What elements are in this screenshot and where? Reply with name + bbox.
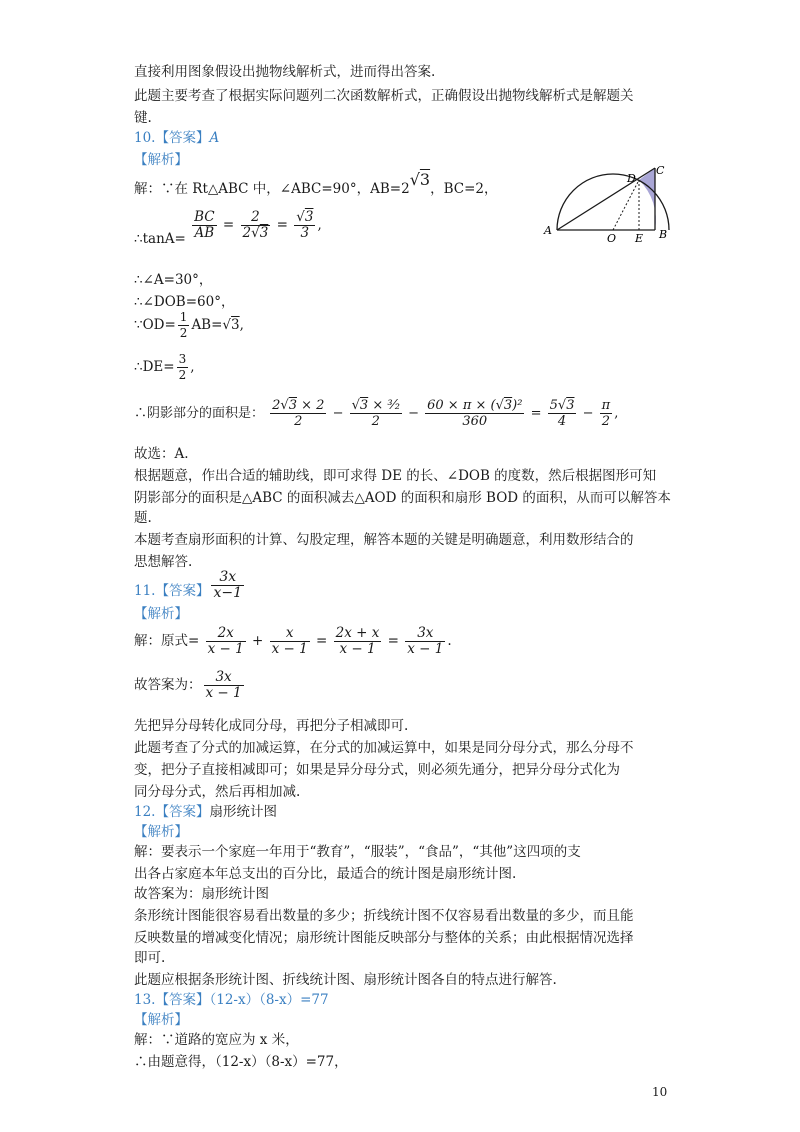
label-a: A <box>544 224 552 237</box>
q10-od: ∵OD= $\frac{1}{2}$ AB=√3, <box>134 310 244 340</box>
text-line: 解：∵道路的宽应为 x 米， <box>134 1032 299 1048</box>
text-line: 根据题意，作出合适的辅助线，即可求得 DE 的长、∠DOB 的度数，然后根据图形可知 <box>134 468 657 484</box>
answer-value: 扇形统计图 <box>209 804 277 820</box>
text-line: 此题应根据条形统计图、折线统计图、扇形统计图各自的特点进行解答. <box>134 972 557 988</box>
text-line: 变，把分子直接相减即可；如果是异分母分式，则必须先通分，把异分母分式化为 <box>134 762 620 778</box>
text-line: 题. <box>134 510 152 526</box>
q10-angle-a: ∴∠A=30°， <box>134 272 213 288</box>
page-number: 10 <box>652 1085 668 1099</box>
q12-answer-line <box>134 802 277 822</box>
text-line: 直接利用图象假设出抛物线解析式，进而得出答案. <box>134 64 436 80</box>
q10-step1: 解：∵在 Rt△ABC 中，∠ABC=90°，AB=2√3，BC=2， <box>134 170 498 197</box>
text-line: 同分母分式，然后再相加减. <box>134 784 301 800</box>
question-number: 10. <box>134 130 156 146</box>
text-line: 反映数量的增减变化情况；扇形统计图能反映部分与整体的关系；由此根据情况选择 <box>134 930 634 946</box>
text-line: 出各占家庭本年总支出的百分比，最适合的统计图是扇形统计图. <box>134 866 517 882</box>
text-line: 故答案为：扇形统计图 <box>134 886 269 902</box>
q10-tan: ∴tanA= $\frac{BC}{AB}$ = $\frac{2}{2√3}$ = $\frac{√3}{3}$ , <box>134 209 322 247</box>
text-line: 条形统计图能很容易看出数量的多少；折线统计图不仅容易看出数量的多少，而且能 <box>134 908 634 924</box>
q11-answer-line: 11.【答案】 $\frac{3x}{x-1}$ <box>134 569 243 601</box>
answer-tag: 【答案】 <box>155 130 210 146</box>
answer-value: A <box>209 130 220 146</box>
text-line: 解：要表示一个家庭一年用于“教育”，“服装”，“食品”，“其他”这四项的支 <box>134 844 581 860</box>
answer-tag: 【答案】 <box>155 804 210 820</box>
analysis-tag: 【解析】 <box>134 1012 188 1028</box>
label-d: D <box>627 172 636 185</box>
analysis-tag: 【解析】 <box>134 606 188 622</box>
analysis-tag: 【解析】 <box>134 152 188 168</box>
label-e: E <box>635 232 644 245</box>
q10-de: ∴DE= $\frac{3}{2}$ , <box>134 352 195 382</box>
text-line: 此题主要考查了根据实际问题列二次函数解析式，正确假设出抛物线解析式是解题关 <box>134 88 634 104</box>
question-number: 11. <box>134 583 156 599</box>
q11-answer: 故答案为： $\frac{3x}{x - 1}$ <box>134 669 242 701</box>
question-number: 12. <box>134 804 156 820</box>
text-line: 键. <box>134 110 152 126</box>
text-line: 思想解答. <box>134 554 193 570</box>
q10-angle-dob: ∴∠DOB=60°， <box>134 294 235 310</box>
label-o: O <box>607 232 617 245</box>
q13-answer-line <box>134 990 329 1010</box>
answer-tag: 【答案】 <box>155 992 210 1008</box>
q10-select: 故选：A. <box>134 446 189 462</box>
text-line: ∴由题意得，（12-x）（8-x）=77， <box>134 1054 348 1070</box>
text-line: 阴影部分的面积是△ABC 的面积减去△AOD 的面积和扇形 BOD 的面积，从而可以解答本 <box>134 490 671 506</box>
q10-area: ∴阴影部分的面积是： $\frac{2√3 \times 2}{2}$ − $\frac{\text{√3 × ³⁄₂}}{2}$ − $\frac{\text{60 × π × (√3)²}}{360}$ = $\frac{5√3}{4}$ − $\frac{\pi}{2}$ , <box>134 398 619 429</box>
label-c: C <box>656 164 665 177</box>
text-line: 此题考查了分式的加减运算，在分式的加减运算中，如果是同分母分式，那么分母不 <box>134 740 634 756</box>
geometry-figure <box>538 162 683 252</box>
answer-value: （12-x）（8-x）=77 <box>209 992 329 1008</box>
q10-answer-line <box>134 128 219 148</box>
answer-tag: 【答案】 <box>155 583 210 599</box>
text-line: 先把异分母转化成同分母，再把分子相减即可. <box>134 718 409 734</box>
analysis-tag: 【解析】 <box>134 824 188 840</box>
text-line: 本题考查扇形面积的计算、勾股定理，解答本题的关键是明确题意，利用数形结合的 <box>134 532 634 548</box>
label-b: B <box>659 228 668 241</box>
question-number: 13. <box>134 992 156 1008</box>
q11-solution: 解：原式= $\frac{2x}{x - 1}$ + $\frac{x}{x - 1}$ = $\frac{2x + x}{x - 1}$ = $\frac{3x}{x - 1}$ . <box>134 625 452 657</box>
text-line: 即可. <box>134 950 166 966</box>
